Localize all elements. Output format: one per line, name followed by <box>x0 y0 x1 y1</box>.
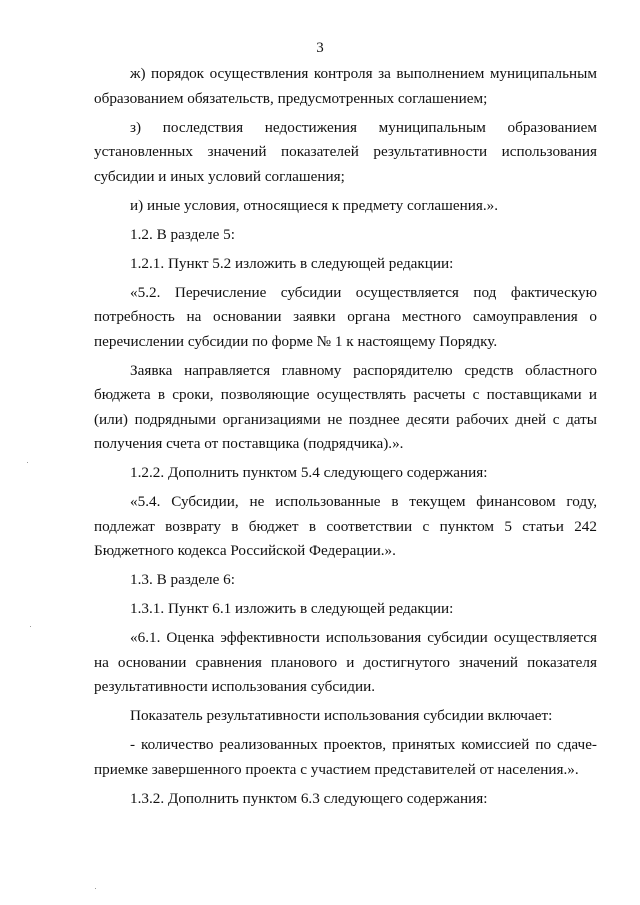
paragraph-request: Заявка направляется главному распорядителю средств областного бюджета в сроки, позволяющие осуществлять расчеты с поставщиками и (или) подрядными организациями не позднее десяти рабочих дней с даты получения счета от поставщика (подрядчика).». <box>94 361 597 452</box>
paragraph-indicator-item: - количество реализованных проектов, принятых комиссией по сдаче-приемке завершенного проекта с участием представителей от населения.». <box>94 736 597 778</box>
item-z-word: з) <box>130 118 142 136</box>
paragraph-item-i: и) иные условия, относящиеся к предмету соглашения.». <box>130 196 499 214</box>
page-number: 3 <box>316 40 324 56</box>
scan-speck <box>27 462 28 463</box>
item-z-word: муниципальным <box>378 118 486 136</box>
paragraph-indicator: Показатель результативности использования субсидии включает: <box>130 707 553 724</box>
paragraph-item-z-continuation: установленных значений показателей результативности использования субсидии и иных условий соглашения; <box>94 143 597 185</box>
paragraph-quote-5-4: «5.4. Субсидии, не использованные в текущем финансовом году, подлежат возврату в бюджет в соответствии с пунктом 5 статьи 242 Бюджетного кодекса Российской Федерации.». <box>94 493 597 559</box>
paragraph-section-1-3-1: 1.3.1. Пункт 6.1 изложить в следующей редакции: <box>130 600 454 617</box>
item-z-word: недостижения <box>264 118 357 136</box>
paragraph-section-1-2: 1.2. В разделе 5: <box>130 225 235 243</box>
paragraph-item-zh: ж) порядок осуществления контроля за выполнением муниципальным образованием обязательств, предусмотренных соглашением; <box>94 65 597 107</box>
paragraph-section-1-3-2: 1.3.2. Дополнить пунктом 6.3 следующего содержания: <box>130 789 488 807</box>
paragraph-quote-6-1: «6.1. Оценка эффективности использования субсидии осуществляется на основании сравнения планового и достигнутого значений показателя результативности использования субсидии. <box>94 629 597 695</box>
document-body <box>94 62 597 811</box>
paragraph-section-1-3: 1.3. В разделе 6: <box>130 571 235 588</box>
paragraph-section-1-2-1: 1.2.1. Пункт 5.2 изложить в следующей редакции: <box>130 254 454 272</box>
paragraph-quote-5-2: «5.2. Перечисление субсидии осуществляется под фактическую потребность на основании заявки органа местного самоуправления о перечислении субсидии по форме № 1 к настоящему Порядку. <box>94 283 597 350</box>
item-z-word: последствия <box>162 118 244 136</box>
scan-speck <box>30 626 31 627</box>
paragraph-item-z-first-line <box>94 116 597 141</box>
item-z-word: образованием <box>507 118 597 136</box>
paragraph-section-1-2-2: 1.2.2. Дополнить пунктом 5.4 следующего содержания: <box>130 464 488 481</box>
scan-speck <box>95 888 96 889</box>
